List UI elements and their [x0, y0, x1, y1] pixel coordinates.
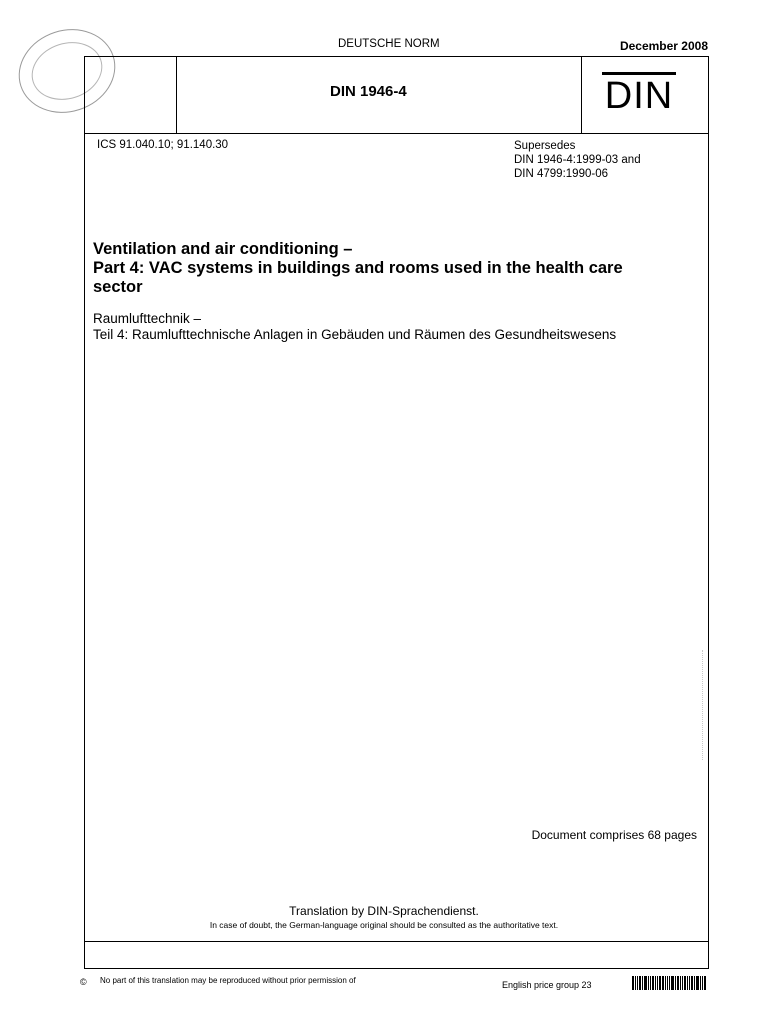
- barcode-bar: [662, 976, 664, 990]
- barcode-bar: [665, 976, 666, 990]
- barcode-bar: [650, 976, 651, 990]
- barcode-bar: [659, 976, 661, 990]
- din-logo: [598, 72, 680, 118]
- barcode-bar: [704, 976, 706, 990]
- footer-rule: [85, 941, 708, 942]
- barcode-bar: [687, 976, 688, 990]
- barcode-bar: [648, 976, 649, 990]
- english-title-line: Ventilation and air conditioning –: [93, 240, 353, 258]
- scan-artifact: [702, 650, 709, 760]
- barcode-bar: [637, 976, 638, 990]
- german-title-line: Raumlufttechnik –: [93, 311, 202, 326]
- permission-line: No part of this translation may be reproduced without prior permission of: [100, 976, 356, 985]
- header-divider-left: [176, 57, 177, 133]
- translation-note: Translation by DIN-Sprachendienst.: [289, 904, 479, 918]
- barcode-bar: [682, 976, 683, 990]
- copyright-symbol: ©: [80, 977, 87, 987]
- header-bottom-rule: [85, 133, 708, 134]
- english-title-line: Part 4: VAC systems in buildings and rooms used in the health care: [93, 259, 623, 277]
- barcode-bar: [639, 976, 641, 990]
- barcode-bar: [635, 976, 636, 990]
- header-divider-right: [581, 57, 582, 133]
- barcode-bar: [689, 976, 690, 990]
- supersedes-item: DIN 1946-4:1999-03 and: [514, 154, 641, 166]
- din-logo-text: DIN: [604, 75, 674, 117]
- barcode-bar: [680, 976, 681, 990]
- barcode-bar: [696, 976, 699, 990]
- ics-codes: ICS 91.040.10; 91.140.30: [97, 139, 229, 151]
- barcode-bar: [702, 976, 703, 990]
- document-number: DIN 1946-4: [330, 83, 407, 100]
- supersedes-label: Supersedes: [514, 140, 576, 152]
- barcode-bar: [669, 976, 670, 990]
- barcode-bar: [694, 976, 695, 990]
- barcode-bar: [684, 976, 686, 990]
- barcode-bar: [700, 976, 701, 990]
- permission-notice: [100, 976, 356, 986]
- barcode-bar: [675, 976, 676, 990]
- series-label: DEUTSCHE NORM: [338, 38, 440, 50]
- price-group: English price group 23: [502, 980, 592, 990]
- barcode-bar: [691, 976, 693, 990]
- supersedes-item: DIN 4799:1990-06: [514, 168, 608, 180]
- barcode-bar: [642, 976, 643, 990]
- german-title-line: Teil 4: Raumlufttechnische Anlagen in Gebäuden und Räumen des Gesundheitswesens: [93, 327, 617, 342]
- publication-date: December 2008: [619, 39, 708, 53]
- barcode-bar: [652, 976, 654, 990]
- barcode-bar: [644, 976, 647, 990]
- barcode-bar: [657, 976, 658, 990]
- barcode-bar: [671, 976, 674, 990]
- barcode-bar: [655, 976, 656, 990]
- german-title: [93, 311, 703, 343]
- english-title: [93, 240, 703, 297]
- english-title-line: sector: [93, 278, 143, 296]
- barcode-bar: [677, 976, 679, 990]
- barcode-icon: [632, 976, 708, 990]
- supersedes-block: [514, 139, 641, 181]
- barcode-bar: [632, 976, 634, 990]
- barcode-bar: [667, 976, 668, 990]
- page-count: Document comprises 68 pages: [531, 828, 697, 842]
- authoritative-text-note: In case of doubt, the German-language original should be consulted as the authoritative text.: [209, 920, 559, 930]
